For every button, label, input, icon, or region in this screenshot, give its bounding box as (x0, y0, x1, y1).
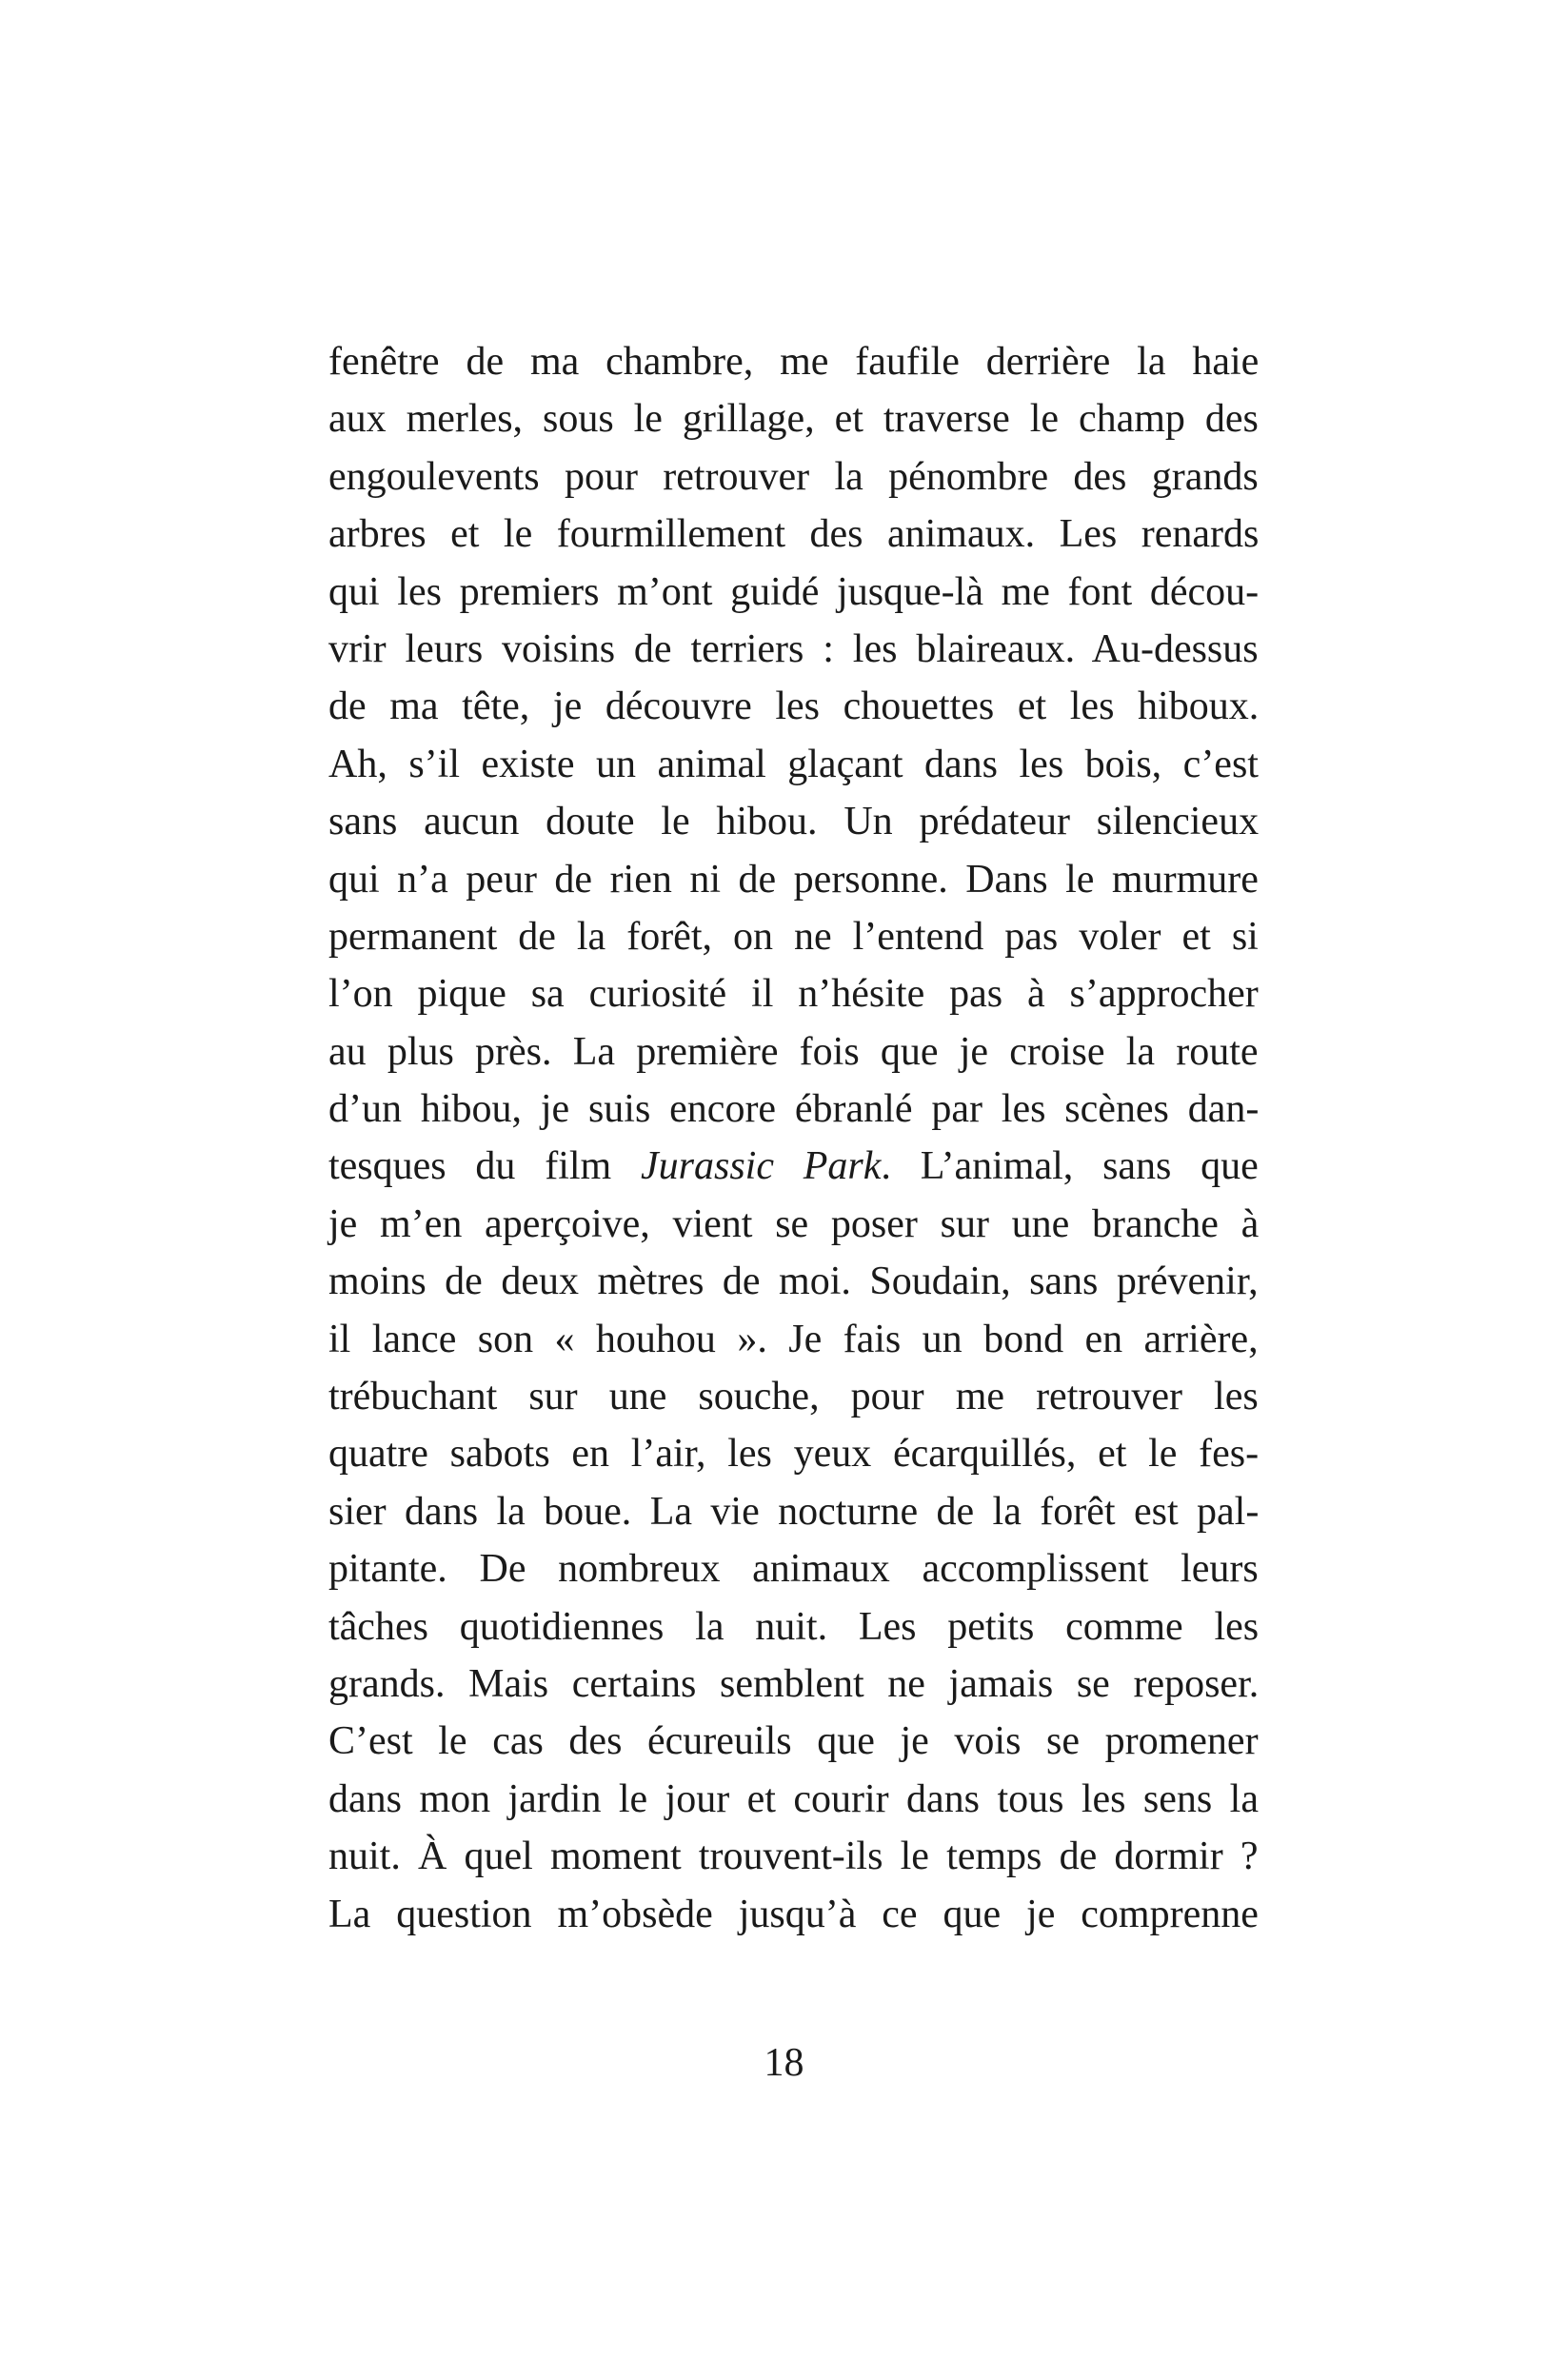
text-line: pitante. De nombreux animaux accomplissent leurs (328, 1547, 1259, 1592)
text-line: d’un hibou, je suis encore ébranlé par les scènes dan- (328, 1087, 1260, 1132)
text-line: au plus près. La première fois que je croise la route (328, 1029, 1259, 1074)
text-line: qui n’a peur de rien ni de personne. Dans le murmure (328, 857, 1259, 902)
text-line: sans aucun doute le hibou. Un prédateur silencieux (328, 800, 1260, 844)
body-text (328, 333, 1259, 1943)
text-line: je m’en aperçoive, vient se poser sur une branche à (328, 1201, 1260, 1246)
text-line: trébuchant sur une souche, pour me retrouver les (328, 1375, 1259, 1419)
text-line: La question m’obsède jusqu’à ce que je comprenne (328, 1892, 1259, 1936)
text-line: tâches quotidiennes la nuit. Les petits comme les (328, 1604, 1260, 1649)
text-line: de ma tête, je découvre les chouettes et les hiboux. (328, 684, 1260, 729)
text-line: Ah, s’il existe un animal glaçant dans les bois, c’est (328, 742, 1259, 786)
text-segment: tesques du film (328, 1144, 641, 1189)
page-number: 18 (764, 2041, 804, 2085)
text-line: sier dans la boue. La vie nocturne de la forêt est pal- (328, 1489, 1260, 1534)
text-line: moins de deux mètres de moi. Soudain, sans prévenir, (328, 1259, 1259, 1304)
text-line: vrir leurs voisins de terriers : les blaireaux. Au-dessus (328, 626, 1259, 671)
text-line: C’est le cas des écureuils que je vois se promener (328, 1719, 1259, 1764)
text-line: arbres et le fourmillement des animaux. Les renards (328, 512, 1260, 557)
text-line: fenêtre de ma chambre, me faufile derrière la haie (328, 340, 1260, 384)
text-line: dans mon jardin le jour et courir dans tous les sens la (328, 1776, 1259, 1821)
text-line: permanent de la forêt, on ne l’entend pas voler et si (328, 914, 1259, 959)
text-segment: . L’animal, sans que (881, 1144, 1259, 1189)
text-line: il lance son « houhou ». Je fais un bond en arrière, (328, 1317, 1259, 1361)
text-line: aux merles, sous le grillage, et traverse le champ des (328, 397, 1259, 442)
text-line: grands. Mais certains semblent ne jamais se reposer. (328, 1661, 1260, 1706)
film-title: Jurassic Park (641, 1144, 882, 1189)
text-line: engoulevents pour retrouver la pénombre des grands (328, 454, 1259, 499)
text-line-with-title (328, 1138, 1259, 1195)
text-line: quatre sabots en l’air, les yeux écarquillés, et le fes- (328, 1432, 1260, 1477)
text-line: qui les premiers m’ont guidé jusque-là me font décou- (328, 569, 1260, 614)
text-line: l’on pique sa curiosité il n’hésite pas à s’approcher (328, 972, 1259, 1017)
text-line: nuit. À quel moment trouvent-ils le temps de dormir ? (328, 1835, 1259, 1879)
